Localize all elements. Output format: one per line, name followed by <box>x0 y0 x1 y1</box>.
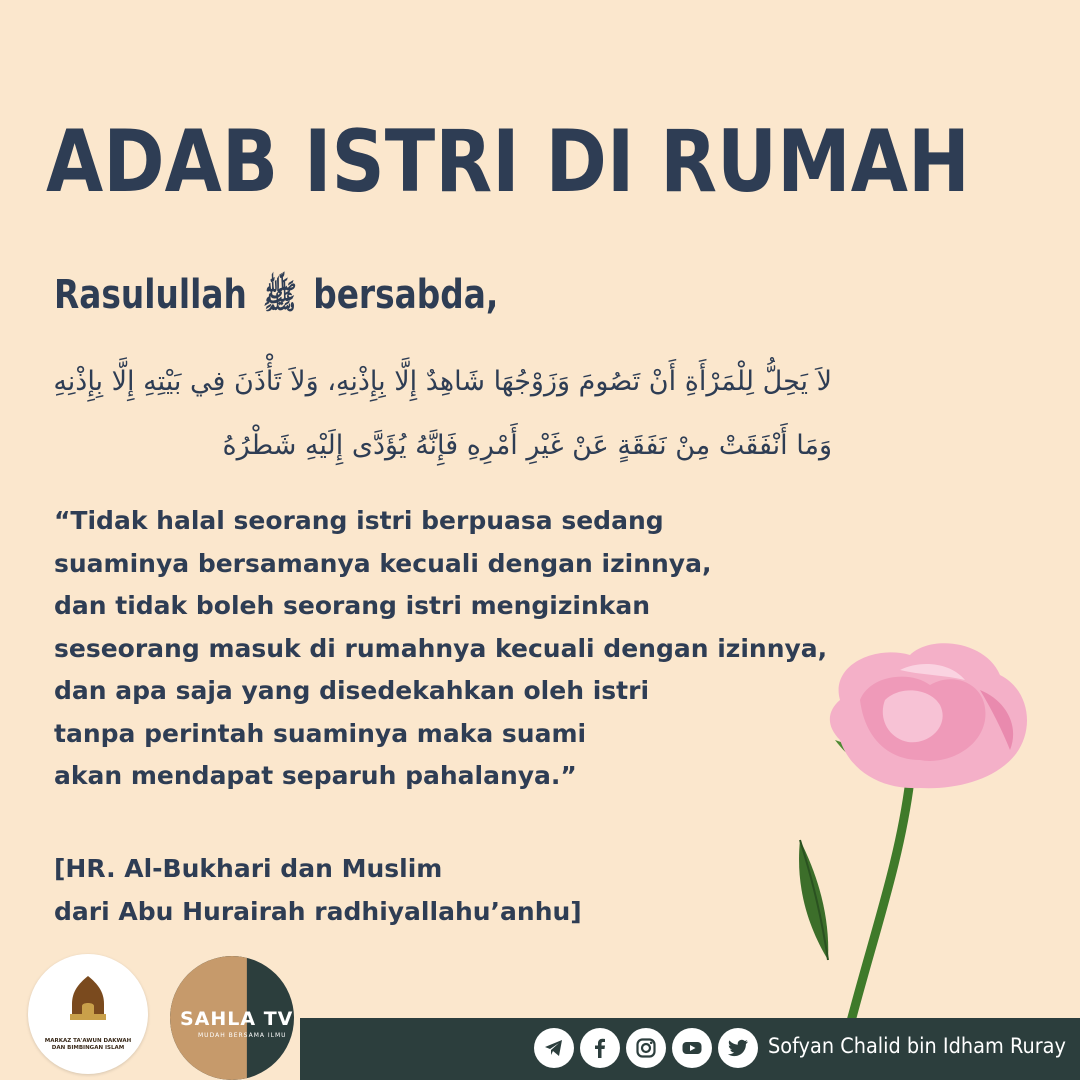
intro-prefix: Rasulullah <box>54 272 247 318</box>
sahla-tagline: MUDAH BERSAMA ILMU <box>198 1032 287 1039</box>
arabic-hadith-text <box>42 350 832 478</box>
source-line: dari Abu Hurairah radhiyallahu’anhu] <box>54 896 582 926</box>
translation-line: seseorang masuk di rumahnya kecuali dengan izinnya, <box>54 633 828 663</box>
intro-suffix: bersabda, <box>313 272 499 318</box>
source-line: [HR. Al-Bukhari dan Muslim <box>54 854 443 883</box>
markaz-logo <box>28 954 148 1074</box>
facebook-icon[interactable] <box>580 1028 620 1068</box>
instagram-icon[interactable] <box>626 1028 666 1068</box>
telegram-icon[interactable] <box>534 1028 574 1068</box>
translation-line: “Tidak halal seorang istri berpuasa sedang <box>54 506 664 535</box>
honorific-glyph: ﷺ <box>263 277 297 317</box>
author-name: Sofyan Chalid bin Idham Ruray <box>768 1034 1066 1058</box>
translation-line: tanpa perintah suaminya maka suami <box>54 718 587 748</box>
youtube-icon[interactable] <box>672 1028 712 1068</box>
arabic-line: لاَ يَحِلُّ لِلْمَرْأَةِ أَنْ تَصُومَ وَزَوْجُهَا شَاهِدٌ إِلَّا بِإِذْنِهِ، وَلاَ تَأْذَنَ فِي بَيْتِهِ إِلَّا بِإِذْنِهِ <box>53 366 832 397</box>
translation-line: akan mendapat separuh pahalanya.” <box>54 761 577 790</box>
sahla-tv-logo <box>170 956 294 1080</box>
markaz-logo-text: MARKAZ TA'AWUN DAKWAH DAN BIMBINGAN ISLAM <box>44 1038 132 1051</box>
intro-line <box>54 272 498 325</box>
translation-text <box>54 500 827 798</box>
mosque-dome-icon <box>64 974 112 1022</box>
rose-illustration <box>780 630 1070 1030</box>
twitter-icon[interactable] <box>718 1028 758 1068</box>
translation-line: dan tidak boleh seorang istri mengizinkan <box>54 591 651 620</box>
page-title: ADAB ISTRI DI RUMAH <box>46 112 970 212</box>
translation-line: dan apa saja yang disedekahkan oleh istri <box>54 676 650 705</box>
hadith-source <box>54 848 582 933</box>
translation-line: suaminya bersamanya kecuali dengan izinnya, <box>54 548 712 578</box>
arabic-line: وَمَا أَنْفَقَتْ مِنْ نَفَقَةٍ عَنْ غَيْرِ أَمْرِهِ فَإِنَّهُ يُؤَدَّى إِلَيْهِ شَطْرُهُ <box>222 430 832 461</box>
sahla-brand-text: SAHLA TV <box>180 1008 294 1030</box>
